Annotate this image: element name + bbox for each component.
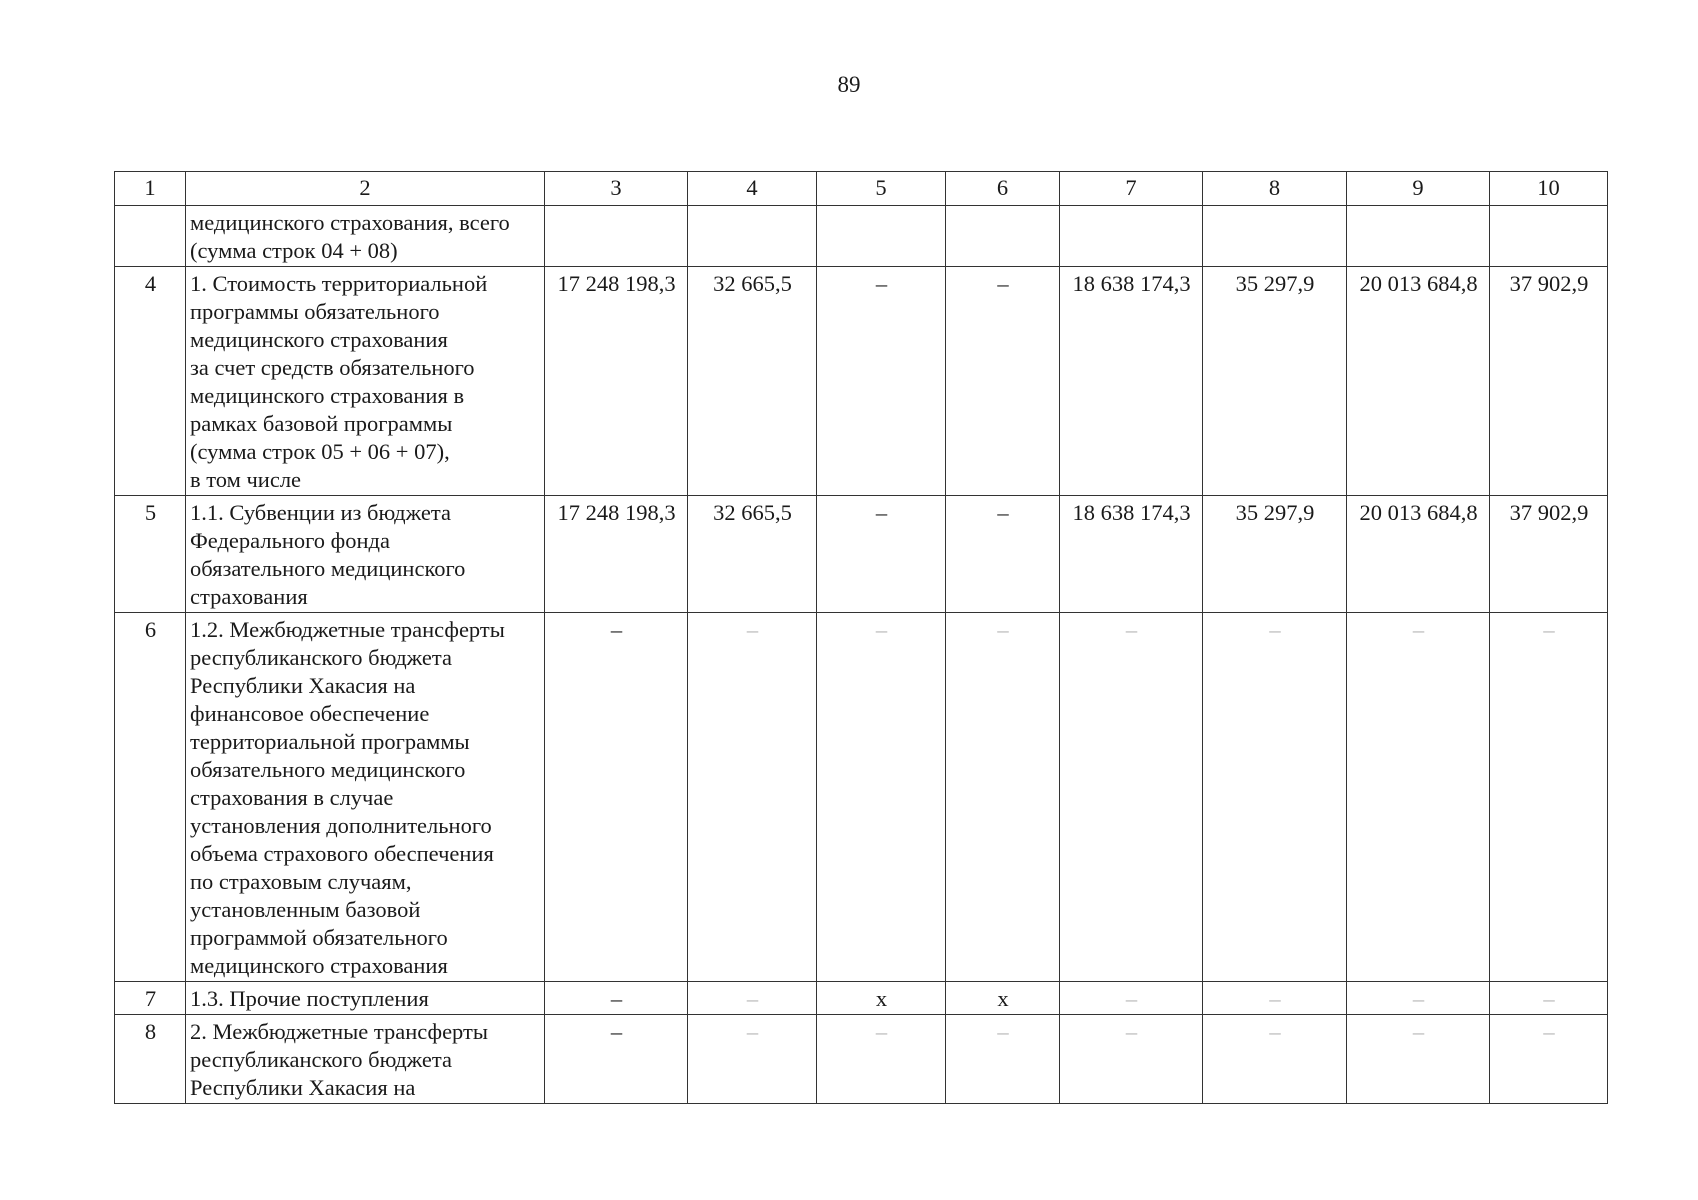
description-line: территориальной программы [190, 729, 470, 754]
value-cell [688, 206, 817, 267]
column-number: 8 [1203, 172, 1347, 206]
column-number: 6 [946, 172, 1060, 206]
value-cell: 20 013 684,8 [1347, 267, 1490, 496]
value-cell: – [545, 613, 688, 982]
row-number [115, 206, 186, 267]
column-number: 5 [817, 172, 946, 206]
value-cell [1347, 206, 1490, 267]
row-number: 6 [115, 613, 186, 982]
description-line: объема страхового обеспечения [190, 841, 494, 866]
row-description [186, 267, 545, 496]
value-cell: – [1060, 613, 1203, 982]
description-line: медицинского страхования [190, 953, 448, 978]
description-line: за счет средств обязательного [190, 355, 475, 380]
column-number: 10 [1490, 172, 1608, 206]
column-number: 3 [545, 172, 688, 206]
value-cell: – [946, 267, 1060, 496]
value-cell: 35 297,9 [1203, 267, 1347, 496]
value-cell: х [946, 982, 1060, 1015]
description-line: республиканского бюджета [190, 1047, 453, 1072]
table-row [115, 982, 1608, 1015]
description-line: установленным базовой [190, 897, 421, 922]
value-cell [946, 206, 1060, 267]
table-row [115, 206, 1608, 267]
table-row [115, 267, 1608, 496]
description-line: 1.1. Субвенции из бюджета [190, 500, 451, 525]
description-line: Республики Хакасия на [190, 1075, 416, 1100]
value-cell: 32 665,5 [688, 267, 817, 496]
row-number: 8 [115, 1015, 186, 1104]
row-number: 5 [115, 496, 186, 613]
value-cell: 35 297,9 [1203, 496, 1347, 613]
value-cell: – [946, 1015, 1060, 1104]
value-cell: 18 638 174,3 [1060, 267, 1203, 496]
description-line: медицинского страхования в [190, 383, 465, 408]
description-line: обязательного медицинского [190, 556, 466, 581]
description-line: медицинского страхования [190, 327, 448, 352]
value-cell: – [1347, 1015, 1490, 1104]
description-line: 1. Стоимость территориальной [190, 271, 488, 296]
value-cell: – [946, 613, 1060, 982]
row-description [186, 982, 545, 1015]
value-cell: – [817, 1015, 946, 1104]
value-cell: – [1347, 613, 1490, 982]
value-cell: 17 248 198,3 [545, 496, 688, 613]
column-number: 4 [688, 172, 817, 206]
value-cell: – [1060, 982, 1203, 1015]
description-line: по страховым случаям, [190, 869, 412, 894]
row-number: 7 [115, 982, 186, 1015]
page-number: 89 [837, 72, 861, 97]
row-description [186, 206, 545, 267]
value-cell: – [1347, 982, 1490, 1015]
description-line: 1.2. Межбюджетные трансферты [190, 617, 505, 642]
row-description [186, 496, 545, 613]
value-cell: – [688, 1015, 817, 1104]
value-cell: – [1060, 1015, 1203, 1104]
column-number: 2 [186, 172, 545, 206]
description-line: рамках базовой программы [190, 411, 453, 436]
column-number-row [115, 172, 1608, 206]
table-row [115, 613, 1608, 982]
value-cell: – [817, 267, 946, 496]
value-cell: – [817, 613, 946, 982]
value-cell: 32 665,5 [688, 496, 817, 613]
column-number: 1 [115, 172, 186, 206]
value-cell: – [817, 496, 946, 613]
description-line: Федерального фонда [190, 528, 390, 553]
value-cell: – [1203, 1015, 1347, 1104]
description-line: финансовое обеспечение [190, 701, 430, 726]
description-line: 1.3. Прочие поступления [190, 986, 429, 1011]
value-cell [1490, 206, 1608, 267]
value-cell: – [1203, 982, 1347, 1015]
value-cell: – [1203, 613, 1347, 982]
value-cell: – [1490, 1015, 1608, 1104]
description-line: в том числе [190, 467, 302, 492]
row-description [186, 613, 545, 982]
value-cell [1203, 206, 1347, 267]
description-line: (сумма строк 05 + 06 + 07), [190, 439, 450, 464]
description-line: республиканского бюджета [190, 645, 453, 670]
value-cell [545, 206, 688, 267]
column-number: 7 [1060, 172, 1203, 206]
description-line: программы обязательного [190, 299, 440, 324]
table-row [115, 1015, 1608, 1104]
row-description [186, 1015, 545, 1104]
table-row [115, 496, 1608, 613]
value-cell: 37 902,9 [1490, 496, 1608, 613]
value-cell: – [545, 1015, 688, 1104]
value-cell: – [688, 982, 817, 1015]
description-line: страхования в случае [190, 785, 394, 810]
value-cell: – [1490, 613, 1608, 982]
value-cell: 20 013 684,8 [1347, 496, 1490, 613]
value-cell [1060, 206, 1203, 267]
value-cell: 18 638 174,3 [1060, 496, 1203, 613]
value-cell: – [1490, 982, 1608, 1015]
description-line: 2. Межбюджетные трансферты [190, 1019, 488, 1044]
description-line: программой обязательного [190, 925, 448, 950]
value-cell: – [688, 613, 817, 982]
description-line: медицинского страхования, всего [190, 210, 510, 235]
description-line: страхования [190, 584, 308, 609]
description-line: установления дополнительного [190, 813, 492, 838]
value-cell: – [946, 496, 1060, 613]
row-number: 4 [115, 267, 186, 496]
value-cell: – [545, 982, 688, 1015]
description-line: обязательного медицинского [190, 757, 466, 782]
value-cell [817, 206, 946, 267]
column-number: 9 [1347, 172, 1490, 206]
value-cell: 17 248 198,3 [545, 267, 688, 496]
description-line: (сумма строк 04 + 08) [190, 238, 398, 263]
finance-table [114, 171, 1608, 1104]
value-cell: 37 902,9 [1490, 267, 1608, 496]
description-line: Республики Хакасия на [190, 673, 416, 698]
value-cell: х [817, 982, 946, 1015]
